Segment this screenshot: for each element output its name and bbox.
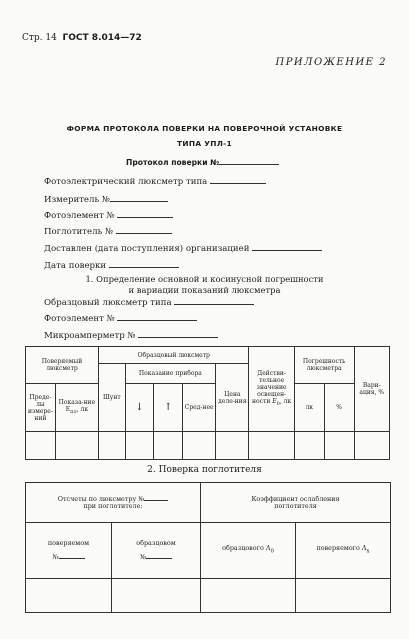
reference-absorber-cell[interactable] — [112, 523, 201, 579]
error-header: Погрешность люксметра — [294, 347, 354, 384]
ref-luxmeter-blank[interactable] — [174, 304, 254, 305]
delivered-label: Доставлен (дата поступления) организацией — [44, 244, 250, 254]
division-value-header: Цена деле-ния — [216, 364, 249, 432]
calibration-table — [25, 346, 390, 460]
protocol-number-field[interactable] — [126, 158, 279, 167]
delivered-field[interactable] — [44, 244, 322, 254]
photocell-no-label: Фотоэлемент № — [44, 211, 115, 221]
section1-photocell-blank[interactable] — [117, 320, 197, 321]
meter-no-label: Измеритель № — [44, 195, 111, 205]
absorber-no-field[interactable] — [44, 227, 172, 237]
coef-reference-cell[interactable] — [201, 523, 296, 579]
coef-checked-sub: x — [366, 548, 370, 555]
readings-header-line2: при поглотителе: — [83, 501, 143, 510]
reference-absorber-no: № — [139, 553, 147, 561]
arrow-up-icon: ↑ — [154, 384, 183, 432]
ref-luxmeter-header: Образцовый люксметр — [99, 347, 249, 364]
ref-luxmeter-field[interactable] — [44, 298, 254, 308]
coef-checked-cell[interactable] — [296, 523, 391, 579]
date-blank[interactable] — [109, 267, 179, 268]
microammeter-label: Микроамперметр № — [44, 331, 136, 341]
absorber-table — [25, 482, 391, 613]
date-field[interactable] — [44, 261, 179, 271]
delivered-blank[interactable] — [252, 250, 322, 251]
mean-header: Сред-нее — [183, 384, 216, 432]
actual-illum-sub: 0 — [276, 401, 280, 408]
page-number: Стр. 14 — [22, 33, 57, 43]
checked-absorber-cell[interactable] — [26, 523, 112, 579]
variation-header: Вари-ация, % — [354, 347, 389, 432]
device-reading-header: Показание прибора — [125, 364, 216, 384]
microammeter-blank[interactable] — [138, 337, 218, 338]
table-row — [26, 579, 391, 613]
microammeter-field[interactable] — [44, 331, 218, 341]
actual-illum-header — [249, 347, 294, 432]
reading-text: Показа-ние E — [58, 398, 96, 413]
page-header — [22, 33, 142, 43]
readings-header-line1: Отсчеты по люксметру № — [57, 494, 145, 503]
date-label: Дата поверки — [44, 261, 107, 271]
section1-photocell-field[interactable] — [44, 314, 197, 324]
actual-illum-text: Действи-тельное значение освещен-ности — [252, 369, 287, 405]
coef-reference-symbol: Λ — [265, 544, 271, 553]
luxmeter-type-label: Фотоэлектрический люксметр типа — [44, 177, 208, 187]
coef-checked-symbol: Λ — [361, 544, 367, 553]
scale-limit-header: Преде-лы измере-ний — [26, 384, 56, 432]
arrow-down-icon: ↓ — [125, 384, 154, 432]
form-title-line1: ФОРМА ПРОТОКОЛА ПОВЕРКИ НА ПОВЕРОЧНОЙ УСТАНОВКЕ — [66, 124, 343, 133]
coef-checked-label: поверяемого — [316, 544, 360, 553]
absorber-no-label: Поглотитель № — [44, 227, 114, 237]
section1-title-line1: 1. Определение основной и косинусной погрешности — [85, 274, 324, 284]
section1-photocell-label: Фотоэлемент № — [44, 314, 115, 324]
section1-title-line2: и вариации показаний люксметра — [128, 285, 281, 295]
protocol-number-blank[interactable] — [219, 164, 279, 165]
luxmeter-type-blank[interactable] — [210, 183, 266, 184]
photocell-no-field[interactable] — [44, 211, 173, 221]
reading-header — [55, 384, 98, 432]
absorber-no-blank[interactable] — [116, 233, 172, 234]
checked-absorber-no: № — [52, 553, 59, 561]
standard-code: ГОСТ 8.014—72 — [62, 33, 142, 43]
coef-header-line2: поглотителя — [274, 501, 317, 510]
actual-illum-symbol: E — [272, 397, 277, 405]
reference-absorber-label: образцовом — [136, 539, 176, 547]
ref-luxmeter-label: Образцовый люксметр типа — [44, 298, 172, 308]
shunt-header: Шунт — [99, 364, 126, 432]
coef-reference-sub: 0 — [270, 548, 274, 555]
coef-header-line1: Коэффициент ослабления — [251, 494, 340, 503]
protocol-label: Протокол поверки № — [126, 158, 220, 167]
checked-luxmeter-header: Поверяемый люксметр — [26, 347, 99, 384]
meter-no-field[interactable] — [44, 195, 168, 205]
coef-header — [201, 483, 391, 523]
luxmeter-type-field[interactable] — [44, 177, 266, 187]
table-row — [26, 432, 390, 460]
error-percent-header: % — [324, 384, 354, 432]
photocell-no-blank[interactable] — [117, 217, 173, 218]
readings-header — [26, 483, 201, 523]
checked-absorber-label: поверяемом — [47, 539, 90, 547]
reading-unit: , лк — [76, 405, 89, 413]
section2-title: 2. Поверка поглотителя — [147, 465, 262, 475]
actual-illum-unit: , лк — [279, 397, 292, 405]
meter-no-blank[interactable] — [110, 201, 168, 202]
appendix-label: ПРИЛОЖЕНИЕ 2 — [275, 57, 387, 68]
coef-reference-label: образцового — [222, 544, 264, 553]
reading-sub: пл — [70, 409, 77, 416]
form-title-line2: ТИПА УПЛ-1 — [177, 139, 232, 148]
error-lx-header: лк — [294, 384, 324, 432]
